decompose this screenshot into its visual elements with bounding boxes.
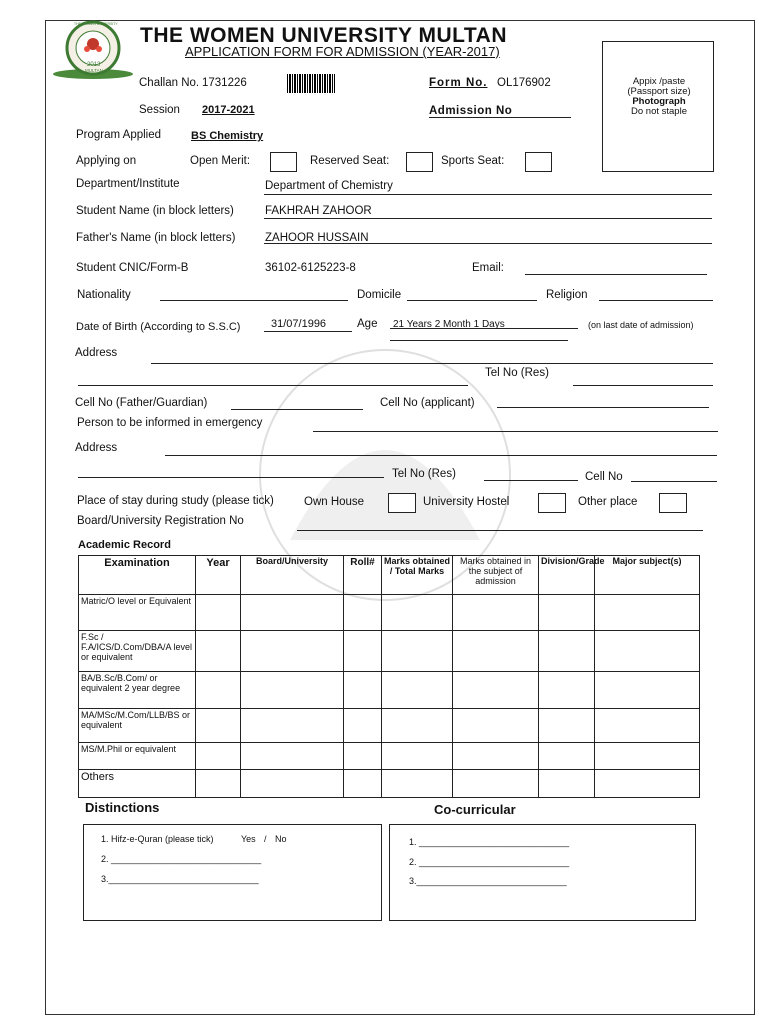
cell[interactable] xyxy=(196,709,241,743)
student-name-line[interactable] xyxy=(264,218,712,219)
cocurricular-box xyxy=(389,824,696,921)
cell[interactable] xyxy=(595,631,700,672)
age-note: (on last date of admission) xyxy=(588,320,694,330)
academic-record-title: Academic Record xyxy=(78,539,171,551)
form-no-value: OL176902 xyxy=(497,77,551,89)
admission-no-label: Admission No xyxy=(429,105,513,117)
cell[interactable] xyxy=(196,743,241,770)
cell-father-line[interactable] xyxy=(231,409,363,410)
cnic-label: Student CNIC/Form-B xyxy=(76,262,189,274)
cell[interactable] xyxy=(196,770,241,798)
cell[interactable] xyxy=(453,770,539,798)
cell[interactable] xyxy=(595,770,700,798)
cell[interactable] xyxy=(382,743,453,770)
emergency-cell-label: Cell No xyxy=(585,471,623,483)
board-reg-line[interactable] xyxy=(297,530,703,531)
university-logo xyxy=(52,18,134,80)
other-place-label: Other place xyxy=(578,496,638,508)
father-name-line[interactable] xyxy=(264,243,712,244)
cocurricular-line-3[interactable]: 3.______________________________ xyxy=(409,876,567,886)
col-marks-total: Marks obtained / Total Marks xyxy=(382,556,453,595)
open-merit-checkbox[interactable] xyxy=(270,152,297,172)
distinctions-title: Distinctions xyxy=(85,800,160,815)
logo-text: THE WOMEN UNIVERSITY xyxy=(74,22,118,26)
cell[interactable] xyxy=(595,672,700,709)
hifz-label: 1. Hifz-e-Quran (please tick) xyxy=(101,834,214,844)
reserved-seat-label: Reserved Seat: xyxy=(310,155,390,167)
cell[interactable] xyxy=(344,770,382,798)
table-row xyxy=(79,672,700,709)
cell[interactable] xyxy=(539,595,595,631)
admission-no-line[interactable] xyxy=(429,117,571,118)
cell[interactable] xyxy=(344,672,382,709)
open-merit-label: Open Merit: xyxy=(190,155,251,167)
cell-father-label: Cell No (Father/Guardian) xyxy=(75,397,208,409)
challan-value: 1731226 xyxy=(202,77,247,89)
religion-label: Religion xyxy=(546,289,588,301)
cell[interactable] xyxy=(382,595,453,631)
father-name-value: ZAHOOR HUSSAIN xyxy=(265,232,369,244)
cell[interactable] xyxy=(241,709,344,743)
dob-label: Date of Birth (According to S.S.C) xyxy=(76,321,241,333)
barcode-icon xyxy=(287,74,335,93)
address-label: Address xyxy=(75,347,118,359)
department-value: Department of Chemistry xyxy=(265,180,393,192)
age-line[interactable] xyxy=(390,328,578,329)
emergency-address-line-2[interactable] xyxy=(78,477,384,478)
department-label: Department/Institute xyxy=(76,178,180,190)
emergency-tel-label: Tel No (Res) xyxy=(392,468,456,480)
col-marks-subject: Marks obtained in the subject of admission xyxy=(453,556,539,595)
own-house-label: Own House xyxy=(304,496,365,508)
department-line[interactable] xyxy=(264,194,712,195)
cell[interactable] xyxy=(344,631,382,672)
photo-line4: Do not staple xyxy=(631,106,687,117)
email-line[interactable] xyxy=(525,274,707,275)
table-row xyxy=(79,770,700,798)
own-house-checkbox[interactable] xyxy=(388,493,416,513)
cell[interactable] xyxy=(382,709,453,743)
cell[interactable] xyxy=(241,770,344,798)
domicile-label: Domicile xyxy=(357,289,402,301)
age-label: Age xyxy=(357,318,378,330)
photo-line3: Photograph xyxy=(632,96,686,107)
nationality-line[interactable] xyxy=(160,300,348,301)
cell[interactable] xyxy=(453,672,539,709)
col-roll: Roll# xyxy=(344,556,382,595)
cell[interactable] xyxy=(539,631,595,672)
emergency-label: Person to be informed in emergency xyxy=(77,417,263,429)
sports-seat-checkbox[interactable] xyxy=(525,152,552,172)
program-value: BS Chemistry xyxy=(191,130,264,142)
domicile-line[interactable] xyxy=(407,300,537,301)
tel-res-line[interactable] xyxy=(573,385,713,386)
cell[interactable] xyxy=(196,672,241,709)
cell-applicant-label: Cell No (applicant) xyxy=(380,397,475,409)
emergency-cell-line[interactable] xyxy=(631,481,717,482)
form-no-label: Form No. xyxy=(429,77,488,89)
other-place-checkbox[interactable] xyxy=(659,493,687,513)
age-value: 21 Years 2 Month 1 Days xyxy=(393,319,505,330)
cell-applicant-line[interactable] xyxy=(497,407,709,408)
cell[interactable] xyxy=(595,595,700,631)
cell[interactable] xyxy=(196,595,241,631)
cnic-value: 36102-6125223-8 xyxy=(265,262,356,274)
cell[interactable] xyxy=(241,743,344,770)
hostel-label: University Hostel xyxy=(423,496,510,508)
logo-year: 2013 xyxy=(87,62,101,68)
row-label-ba: BA/B.Sc/B.Com/ or equivalent 2 year degree xyxy=(79,672,196,709)
session-value: 2017-2021 xyxy=(202,104,255,116)
cell[interactable] xyxy=(595,709,700,743)
distinction-line-3[interactable]: 3.______________________________ xyxy=(101,874,259,884)
student-name-label: Student Name (in block letters) xyxy=(76,205,234,217)
cell[interactable] xyxy=(453,595,539,631)
photo-box[interactable] xyxy=(602,41,714,172)
logo-city: MULTAN xyxy=(85,68,103,73)
email-label: Email: xyxy=(472,262,504,274)
cell[interactable] xyxy=(382,770,453,798)
reserved-seat-checkbox[interactable] xyxy=(406,152,433,172)
emergency-address-label: Address xyxy=(75,442,118,454)
academic-record-table xyxy=(78,555,700,798)
table-row xyxy=(79,709,700,743)
cell[interactable] xyxy=(453,631,539,672)
cell[interactable] xyxy=(382,631,453,672)
col-year: Year xyxy=(196,556,241,595)
hifz-no-option[interactable]: No xyxy=(275,834,287,844)
row-label-ma: MA/MSc/M.Com/LLB/BS or equivalent xyxy=(79,709,196,743)
row-label-fsc: F.Sc / F.A/ICS/D.Com/DBA/A level or equivalent xyxy=(79,631,196,672)
distinctions-box xyxy=(83,824,382,921)
cell[interactable] xyxy=(453,743,539,770)
row-label-ms: MS/M.Phil or equivalent xyxy=(79,743,196,770)
applying-label: Applying on xyxy=(76,155,137,167)
emergency-line[interactable] xyxy=(313,431,718,432)
student-name-value: FAKHRAH ZAHOOR xyxy=(265,205,372,217)
dob-line[interactable] xyxy=(264,331,352,332)
session-label: Session xyxy=(139,104,180,116)
religion-line[interactable] xyxy=(599,300,713,301)
cell[interactable] xyxy=(344,595,382,631)
tel-res-label: Tel No (Res) xyxy=(485,367,549,379)
col-examination: Examination xyxy=(79,556,196,595)
col-major: Major subject(s) xyxy=(595,556,700,595)
hifz-yes-option[interactable]: Yes xyxy=(241,834,256,844)
cell[interactable] xyxy=(539,709,595,743)
cell[interactable] xyxy=(241,631,344,672)
challan-label: Challan No. xyxy=(139,77,200,89)
table-row xyxy=(79,743,700,770)
emergency-address-line-1[interactable] xyxy=(165,455,717,456)
cell[interactable] xyxy=(539,672,595,709)
row-label-matric: Matric/O level or Equivalent xyxy=(79,595,196,631)
cell[interactable] xyxy=(344,743,382,770)
hostel-checkbox[interactable] xyxy=(538,493,566,513)
cell[interactable] xyxy=(539,770,595,798)
cell[interactable] xyxy=(382,672,453,709)
col-board: Board/University xyxy=(241,556,344,595)
photo-line1: Appix /paste xyxy=(632,76,686,87)
father-name-label: Father's Name (in block letters) xyxy=(76,232,236,244)
age-line-2[interactable] xyxy=(390,340,568,341)
distinction-line-2[interactable]: 2. ______________________________ xyxy=(101,854,262,864)
university-title: THE WOMEN UNIVERSITY MULTAN xyxy=(140,24,507,47)
program-label: Program Applied xyxy=(76,129,162,141)
emergency-tel-line[interactable] xyxy=(484,480,578,481)
cell[interactable] xyxy=(453,709,539,743)
address-line-1[interactable] xyxy=(151,363,713,364)
cell[interactable] xyxy=(344,709,382,743)
cell[interactable] xyxy=(241,672,344,709)
cell[interactable] xyxy=(595,743,700,770)
col-division: Division/Grade xyxy=(539,556,595,595)
sports-seat-label: Sports Seat: xyxy=(441,155,505,167)
photo-line2: (Passport size) xyxy=(627,86,691,97)
cell[interactable] xyxy=(539,743,595,770)
cell[interactable] xyxy=(196,631,241,672)
nationality-label: Nationality xyxy=(77,289,131,301)
cocurricular-title: Co-curricular xyxy=(434,802,516,817)
hifz-separator: / xyxy=(264,834,267,844)
row-label-others: Others xyxy=(79,770,196,798)
table-row xyxy=(79,595,700,631)
form-title: APPLICATION FORM FOR ADMISSION (YEAR-2017) xyxy=(185,44,500,59)
cell[interactable] xyxy=(241,595,344,631)
cocurricular-line-2[interactable]: 2. ______________________________ xyxy=(409,857,570,867)
table-header-row xyxy=(79,556,700,595)
cocurricular-line-1[interactable]: 1. ______________________________ xyxy=(409,837,570,847)
table-row xyxy=(79,631,700,672)
stay-label: Place of stay during study (please tick) xyxy=(77,495,274,507)
address-line-2[interactable] xyxy=(78,385,468,386)
board-reg-label: Board/University Registration No xyxy=(77,515,244,527)
dob-value: 31/07/1996 xyxy=(271,318,327,330)
